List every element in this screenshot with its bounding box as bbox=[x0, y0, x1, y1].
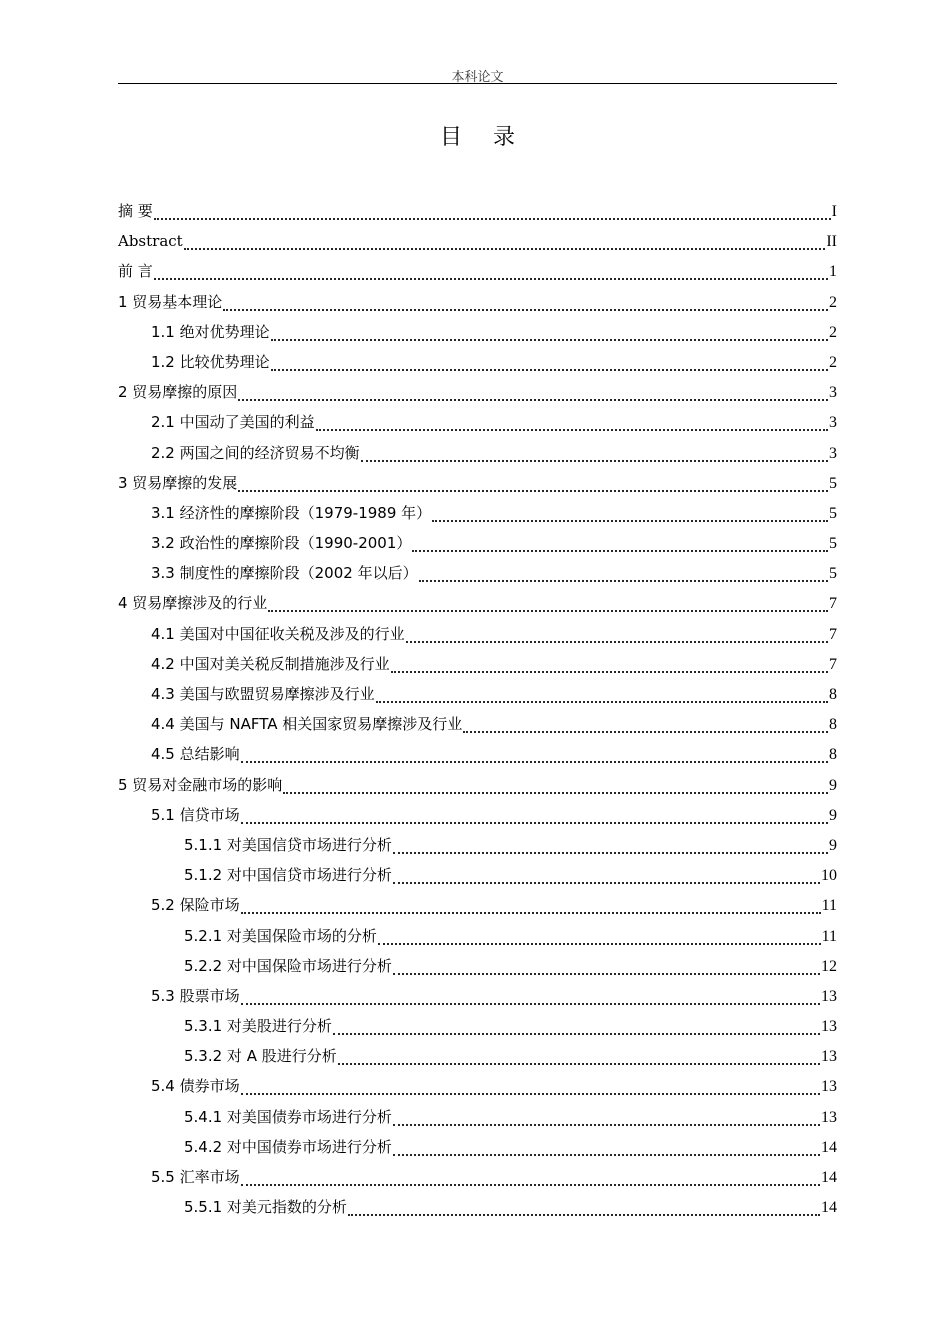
toc-entry-page-number: 8 bbox=[829, 746, 837, 764]
toc-entry-label: 5.2 保险市场 bbox=[151, 896, 240, 915]
toc-dot-leader bbox=[393, 971, 820, 975]
toc-dot-leader bbox=[223, 307, 828, 311]
toc-entry-label: 1 贸易基本理论 bbox=[118, 292, 223, 311]
toc-entry-page-number: 7 bbox=[829, 595, 837, 613]
toc-entry-label: 2.1 中国动了美国的利益 bbox=[151, 413, 315, 432]
toc-dot-leader bbox=[238, 488, 828, 492]
toc-entry[interactable] bbox=[118, 407, 837, 437]
toc-entry-label: 5.4 债券市场 bbox=[151, 1077, 240, 1096]
toc-entry-label: 5.5 汇率市场 bbox=[151, 1168, 240, 1186]
toc-entry-label: 5.1.2 对中国信贷市场进行分析 bbox=[184, 866, 392, 885]
toc-entry-page-number: 12 bbox=[821, 957, 837, 975]
toc-entry-page-number: 9 bbox=[829, 836, 837, 854]
toc-entry-page-number: 14 bbox=[821, 1138, 837, 1156]
running-header: 本科论文 bbox=[451, 70, 504, 85]
toc-dot-leader bbox=[268, 608, 828, 612]
toc-dot-leader bbox=[412, 548, 828, 552]
toc-entry[interactable] bbox=[118, 649, 837, 679]
toc-dot-leader bbox=[333, 1031, 820, 1035]
toc-entry-label: 5.4.2 对中国债券市场进行分析 bbox=[184, 1137, 392, 1156]
toc-entry-label: Abstract bbox=[118, 232, 183, 251]
toc-entry[interactable] bbox=[118, 528, 837, 558]
toc-entry-page-number: 13 bbox=[821, 1018, 837, 1036]
toc-dot-leader bbox=[241, 910, 821, 914]
toc-dot-leader bbox=[283, 790, 828, 794]
toc-dot-leader bbox=[406, 639, 828, 643]
toc-entry-page-number: 2 bbox=[829, 353, 837, 371]
toc-entry-label: 1.1 绝对优势理论 bbox=[151, 322, 270, 341]
toc-entry-page-number: 8 bbox=[829, 686, 837, 703]
toc-dot-leader bbox=[241, 759, 828, 763]
toc-entry-label: 5.4.1 对美国债券市场进行分析 bbox=[184, 1107, 392, 1126]
toc-entry-page-number: 3 bbox=[829, 414, 837, 432]
toc-dot-leader bbox=[391, 669, 828, 673]
header-rule bbox=[118, 83, 837, 84]
toc-entry-label: 4.5 总结影响 bbox=[151, 745, 240, 764]
toc-entry[interactable] bbox=[118, 739, 837, 769]
toc-title: 目 录 bbox=[440, 125, 527, 150]
toc-entry-page-number: 13 bbox=[821, 987, 837, 1005]
toc-dot-leader bbox=[378, 941, 821, 945]
toc-entry-label: 前 言 bbox=[118, 262, 153, 281]
toc-entry[interactable] bbox=[118, 196, 837, 226]
toc-dot-leader bbox=[184, 246, 826, 250]
toc-entry[interactable] bbox=[118, 256, 837, 286]
toc-entry[interactable] bbox=[118, 317, 837, 347]
toc-dot-leader bbox=[338, 1061, 820, 1065]
toc-entry[interactable] bbox=[118, 981, 837, 1011]
toc-entry-label: 5 贸易对金融市场的影响 bbox=[118, 775, 283, 794]
toc-entry-label: 2 贸易摩擦的原因 bbox=[118, 383, 238, 402]
toc-entry-label: 4.4 美国与 NAFTA 相关国家贸易摩擦涉及行业 bbox=[151, 715, 463, 734]
toc-entry-label: 4 贸易摩擦涉及的行业 bbox=[118, 594, 268, 613]
toc-entry-page-number: 3 bbox=[829, 444, 837, 462]
toc-entry[interactable] bbox=[118, 377, 837, 407]
toc-entry-label: 5.3.2 对 A 股进行分析 bbox=[184, 1047, 337, 1066]
toc-entry-page-number: 5 bbox=[829, 474, 837, 492]
toc-entry[interactable] bbox=[118, 588, 837, 618]
toc-entry[interactable] bbox=[118, 619, 837, 649]
toc-entry-label: 4.1 美国对中国征收关税及涉及的行业 bbox=[151, 624, 405, 643]
toc-entry[interactable] bbox=[118, 830, 837, 860]
toc-dot-leader bbox=[393, 1152, 820, 1156]
toc-entry[interactable] bbox=[118, 1192, 837, 1222]
toc-entry-label: 3.3 制度性的摩擦阶段（2002 年以后） bbox=[151, 564, 418, 583]
toc-entry[interactable] bbox=[118, 1162, 837, 1192]
toc-dot-leader bbox=[238, 397, 828, 401]
toc-entry[interactable] bbox=[118, 1102, 837, 1132]
toc-entry-page-number: 7 bbox=[829, 625, 837, 643]
toc-entry[interactable] bbox=[118, 679, 837, 709]
toc-entry[interactable] bbox=[118, 287, 837, 317]
toc-entry-page-number: 13 bbox=[821, 1048, 837, 1066]
toc-entry-label: 4.3 美国与欧盟贸易摩擦涉及行业 bbox=[151, 685, 375, 703]
toc-entry-page-number: 14 bbox=[821, 1169, 837, 1186]
toc-entry[interactable] bbox=[118, 558, 837, 588]
toc-entry-page-number: 7 bbox=[829, 655, 837, 673]
toc-dot-leader bbox=[393, 1122, 820, 1126]
toc-entry-page-number: 13 bbox=[821, 1078, 837, 1096]
toc-entry[interactable] bbox=[118, 951, 837, 981]
toc-entry[interactable] bbox=[118, 347, 837, 377]
table-of-contents bbox=[118, 196, 837, 1222]
toc-entry-page-number: 5 bbox=[829, 535, 837, 553]
toc-entry-page-number: II bbox=[826, 233, 837, 251]
toc-entry-label: 摘 要 bbox=[118, 202, 153, 220]
toc-entry-page-number: 3 bbox=[829, 384, 837, 402]
toc-dot-leader bbox=[241, 1091, 820, 1095]
toc-dot-leader bbox=[393, 850, 828, 854]
toc-entry[interactable] bbox=[118, 1132, 837, 1162]
toc-entry-label: 2.2 两国之间的经济贸易不均衡 bbox=[151, 443, 360, 462]
toc-entry-page-number: 5 bbox=[829, 565, 837, 583]
toc-entry[interactable] bbox=[118, 1071, 837, 1101]
toc-entry-label: 5.3.1 对美股进行分析 bbox=[184, 1017, 332, 1036]
toc-entry[interactable] bbox=[118, 770, 837, 800]
toc-entry-label: 4.2 中国对美关税反制措施涉及行业 bbox=[151, 654, 390, 673]
toc-entry-page-number: 2 bbox=[829, 293, 837, 311]
toc-dot-leader bbox=[393, 880, 820, 884]
toc-entry-label: 5.1 信贷市场 bbox=[151, 805, 240, 824]
toc-entry-page-number: 11 bbox=[821, 897, 837, 915]
toc-dot-leader bbox=[154, 216, 831, 220]
toc-entry[interactable] bbox=[118, 438, 837, 468]
toc-entry-page-number: 5 bbox=[829, 504, 837, 522]
toc-entry-page-number: 10 bbox=[821, 867, 837, 885]
toc-entry[interactable] bbox=[118, 226, 837, 256]
toc-dot-leader bbox=[241, 1182, 820, 1186]
toc-entry[interactable] bbox=[118, 800, 837, 830]
toc-entry-page-number: 11 bbox=[821, 927, 837, 945]
toc-entry-page-number: 14 bbox=[821, 1199, 837, 1217]
toc-entry-page-number: I bbox=[831, 203, 837, 220]
toc-dot-leader bbox=[348, 1212, 820, 1216]
toc-dot-leader bbox=[241, 820, 828, 824]
toc-entry[interactable] bbox=[118, 860, 837, 890]
toc-entry[interactable] bbox=[118, 498, 837, 528]
toc-entry-label: 5.3 股票市场 bbox=[151, 986, 240, 1005]
toc-dot-leader bbox=[463, 729, 828, 733]
toc-dot-leader bbox=[316, 427, 828, 431]
toc-entry[interactable] bbox=[118, 921, 837, 951]
toc-dot-leader bbox=[271, 337, 828, 341]
toc-entry-page-number: 9 bbox=[829, 776, 837, 794]
toc-entry-page-number: 9 bbox=[829, 806, 837, 824]
toc-entry[interactable] bbox=[118, 890, 837, 920]
toc-entry-label: 3 贸易摩擦的发展 bbox=[118, 473, 238, 492]
toc-dot-leader bbox=[271, 367, 828, 371]
toc-entry-label: 5.5.1 对美元指数的分析 bbox=[184, 1198, 347, 1217]
toc-entry[interactable] bbox=[118, 1011, 837, 1041]
toc-entry[interactable] bbox=[118, 468, 837, 498]
toc-dot-leader bbox=[376, 699, 828, 703]
toc-entry-page-number: 2 bbox=[829, 323, 837, 341]
toc-entry-page-number: 1 bbox=[829, 263, 837, 281]
toc-entry-page-number: 13 bbox=[821, 1108, 837, 1126]
toc-entry-label: 1.2 比较优势理论 bbox=[151, 352, 270, 371]
toc-dot-leader bbox=[432, 518, 828, 522]
toc-entry-page-number: 8 bbox=[829, 716, 837, 734]
toc-entry[interactable] bbox=[118, 1041, 837, 1071]
toc-dot-leader bbox=[419, 578, 828, 582]
toc-dot-leader bbox=[154, 276, 828, 280]
toc-entry-label: 5.2.2 对中国保险市场进行分析 bbox=[184, 956, 392, 975]
toc-entry-label: 3.2 政治性的摩擦阶段（1990-2001） bbox=[151, 534, 412, 553]
toc-dot-leader bbox=[361, 458, 828, 462]
toc-entry-label: 5.2.1 对美国保险市场的分析 bbox=[184, 926, 377, 945]
toc-entry-label: 3.1 经济性的摩擦阶段（1979-1989 年） bbox=[151, 503, 432, 522]
toc-dot-leader bbox=[241, 1001, 820, 1005]
toc-entry-label: 5.1.1 对美国信贷市场进行分析 bbox=[184, 835, 392, 854]
toc-entry[interactable] bbox=[118, 709, 837, 739]
